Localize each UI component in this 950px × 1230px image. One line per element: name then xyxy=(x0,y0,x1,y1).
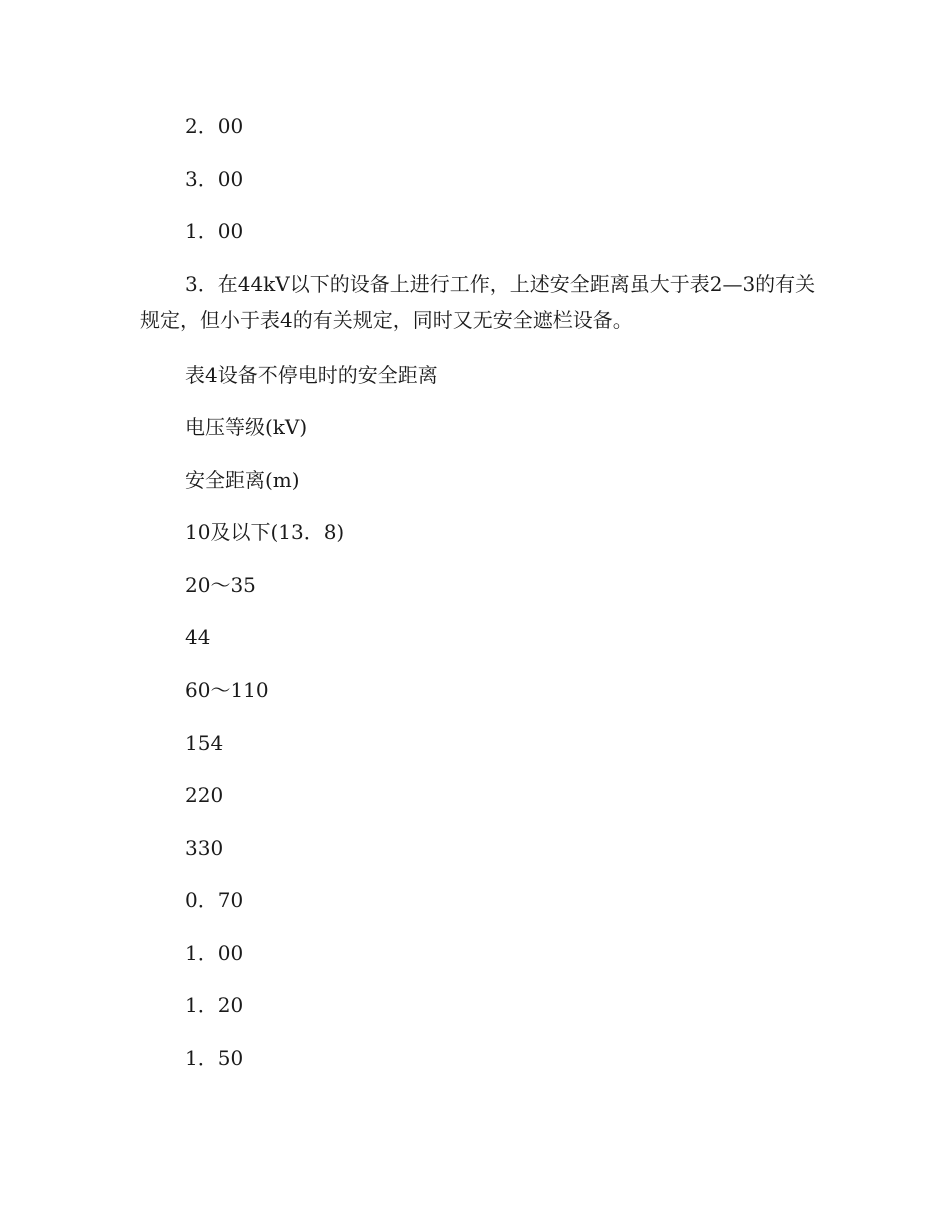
distance-value: 1．50 xyxy=(185,1046,244,1070)
distance-value: 0．70 xyxy=(185,888,244,912)
value-line: 3．00 xyxy=(185,167,244,191)
table-title: 表4设备不停电时的安全距离 xyxy=(185,363,438,387)
voltage-value: 60～110 xyxy=(185,678,269,702)
voltage-value: 220 xyxy=(185,783,224,807)
column-header-distance: 安全距离(m) xyxy=(185,468,300,492)
column-header-voltage: 电压等级(kV) xyxy=(185,415,308,439)
distance-value: 1．20 xyxy=(185,993,244,1017)
voltage-value: 10及以下(13．8) xyxy=(185,520,345,544)
body-paragraph: 3．在44kV以下的设备上进行工作，上述安全距离虽大于表2—3的有关规定，但小于表4的有关规定，同时又无安全遮栏设备。 xyxy=(140,272,816,332)
voltage-value: 154 xyxy=(185,731,224,755)
value-line: 2．00 xyxy=(185,114,244,138)
voltage-value: 44 xyxy=(185,625,211,649)
distance-value: 1．00 xyxy=(185,941,244,965)
value-line: 1．00 xyxy=(185,219,244,243)
voltage-value: 20～35 xyxy=(185,573,256,597)
voltage-value: 330 xyxy=(185,836,224,860)
